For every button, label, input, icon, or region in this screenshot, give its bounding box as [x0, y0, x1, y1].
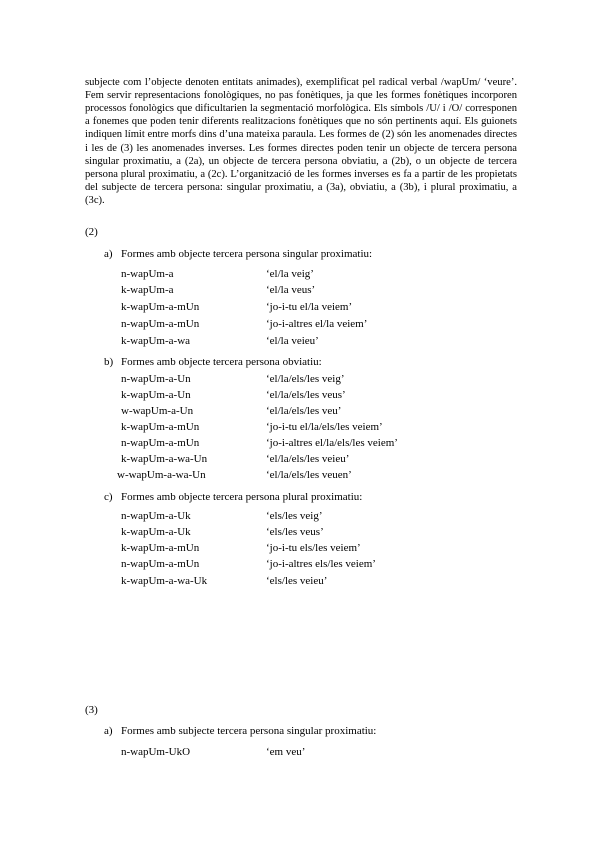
verb-form: k-wapUm-a — [121, 284, 174, 296]
gloss: ‘el/la/els/les veu’ — [266, 405, 342, 417]
example-row — [0, 421, 600, 437]
verb-form: n-wapUm-a-mUn — [121, 558, 200, 570]
example-row — [0, 405, 600, 421]
gloss: ‘els/les veieu’ — [266, 575, 328, 587]
example-row — [0, 558, 600, 574]
verb-form: k-wapUm-a-mUn — [121, 421, 200, 433]
verb-form: k-wapUm-a-mUn — [121, 301, 200, 313]
example-3a-heading-text: Formes amb subjecte tercera persona singular proximatiu: — [121, 725, 377, 737]
example-2b-marker: b) — [104, 356, 114, 368]
example-2b-heading-text: Formes amb objecte tercera persona obviatiu: — [121, 356, 322, 368]
verb-form: n-wapUm-a-Un — [121, 373, 191, 385]
gloss: ‘jo-i-tu el/la veiem’ — [266, 301, 353, 313]
example-3a-marker: a) — [104, 725, 113, 737]
example-row — [0, 284, 600, 300]
verb-form: w-wapUm-a-wa-Un — [117, 469, 206, 481]
example-3a-heading — [104, 725, 376, 737]
gloss: ‘em veu’ — [266, 746, 306, 758]
gloss: ‘jo-i-altres els/les veiem’ — [266, 558, 376, 570]
example-row — [0, 746, 600, 762]
example-row — [0, 373, 600, 389]
body-paragraph: subjecte com l’objecte denoten entitats animades), exemplificat pel radical verbal /wapUm/ ‘veure’. Fem servir representacions fonològiques, no pas fonètiques, ja que les formes fonètiques incorporen processos fonològics que dificultarien la segmentació morfològica. Els símbols /U/ i /O/ corresponen a fonemes que poden tenir diferents realitzacions fonètiques que no són pertinents aquí. Els guionets indiquen límit entre morfs dins d’una mateixa paraula. Les formes de (2) són les anomenades directes i les de (3) les anomenades inverses. Les formes directes poden tenir un objecte de tercera persona singular proximatiu, a (2a), un objecte de tercera persona obviatiu, a (2b), o un objecte de tercera persona plural proximatiu, a (2c). L’organització de les formes inverses es fa a partir de les propietats del subjecte de tercera persona: singular proximatiu, a (3a), obviatiu, a (3b), i plural proximatiu, a (3c). — [85, 76, 517, 207]
verb-form: n-wapUm-a-mUn — [121, 437, 200, 449]
example-2b-heading — [104, 356, 322, 368]
verb-form: n-wapUm-UkO — [121, 746, 191, 758]
gloss: ‘jo-i-altres el/la veiem’ — [266, 318, 368, 330]
example-2a-heading — [104, 248, 372, 260]
gloss: ‘jo-i-altres el/la/els/les veiem’ — [266, 437, 398, 449]
example-row — [0, 453, 600, 469]
example-2a-marker: a) — [104, 248, 113, 260]
example-2c-heading-text: Formes amb objecte tercera persona plural proximatiu: — [121, 491, 363, 503]
example-row — [0, 526, 600, 542]
verb-form: n-wapUm-a — [121, 268, 174, 280]
example-row — [0, 301, 600, 317]
example-row — [0, 268, 600, 284]
verb-form: k-wapUm-a-wa-Un — [121, 453, 208, 465]
verb-form: n-wapUm-a-Uk — [121, 510, 191, 522]
verb-form: k-wapUm-a-wa-Uk — [121, 575, 208, 587]
verb-form: k-wapUm-a-wa — [121, 335, 191, 347]
example-row — [0, 469, 600, 485]
example-row — [0, 542, 600, 558]
verb-form: n-wapUm-a-mUn — [121, 318, 200, 330]
example-row — [0, 389, 600, 405]
example-row — [0, 510, 600, 526]
example-3-label: (3) — [85, 704, 98, 716]
gloss: ‘els/les veig’ — [266, 510, 323, 522]
gloss: ‘el/la veieu’ — [266, 335, 319, 347]
example-row — [0, 335, 600, 351]
verb-form: k-wapUm-a-Un — [121, 389, 191, 401]
example-row — [0, 318, 600, 334]
gloss: ‘el/la/els/les veieu’ — [266, 453, 350, 465]
verb-form: w-wapUm-a-Un — [121, 405, 194, 417]
gloss: ‘els/les veus’ — [266, 526, 324, 538]
verb-form: k-wapUm-a-mUn — [121, 542, 200, 554]
gloss: ‘el/la veus’ — [266, 284, 316, 296]
verb-form: k-wapUm-a-Uk — [121, 526, 191, 538]
gloss: ‘el/la/els/les veus’ — [266, 389, 346, 401]
example-row — [0, 575, 600, 591]
example-2c-marker: c) — [104, 491, 113, 503]
example-2a-heading-text: Formes amb objecte tercera persona singular proximatiu: — [121, 248, 373, 260]
gloss: ‘el/la veig’ — [266, 268, 314, 280]
example-row — [0, 437, 600, 453]
gloss: ‘jo-i-tu els/les veiem’ — [266, 542, 361, 554]
gloss: ‘el/la/els/les veuen’ — [266, 469, 352, 481]
example-2c-heading — [104, 491, 362, 503]
example-2-label: (2) — [85, 226, 98, 238]
gloss: ‘jo-i-tu el/la/els/les veiem’ — [266, 421, 383, 433]
gloss: ‘el/la/els/les veig’ — [266, 373, 345, 385]
